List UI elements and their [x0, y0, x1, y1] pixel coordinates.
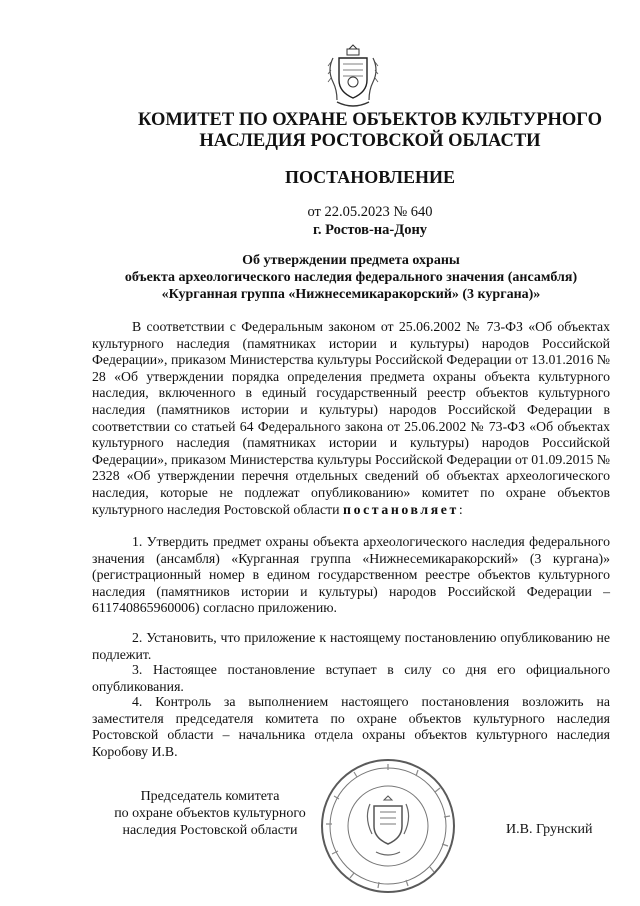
signatory-position-line2: по охране объектов культурного — [114, 806, 306, 821]
organization-name-line2: НАСЛЕДИЯ РОСТОВСКОЙ ОБЛАСТИ — [199, 131, 541, 151]
document-city: г. Ростов-на-Дону — [312, 222, 428, 238]
subject-line3: «Курганная группа «Нижнесемикаракорский» (3 кургана)» — [161, 287, 541, 302]
subject-line1: Об утверждении предмета охраны — [242, 253, 460, 268]
decree-item-3: 3. Настоящее постановление вступает в силу со дня его официального опубликования. — [92, 662, 610, 694]
decree-item-1: 1. Утвердить предмет охраны объекта археологического наследия федерального значения (ансамбля) «Курганная группа «Нижнесемикаракорский» (3 кургана)» (регистрационный номер в едином государственном реестре объектов культурного наследия (памятников истории и культуры) народов Российской Федерации – 611740865960006) согласно приложению. — [92, 534, 610, 616]
document-date-number: от 22.05.2023 № 640 — [307, 204, 433, 220]
document-type: ПОСТАНОВЛЕНИЕ — [284, 167, 456, 187]
organization-name — [120, 110, 620, 152]
decree-colon: : — [458, 501, 463, 517]
signatory-position-line3: наследия Ростовской области — [122, 823, 298, 838]
preamble-paragraph — [92, 319, 610, 518]
signatory-position-line1: Председатель комитета — [140, 789, 280, 804]
document-subject — [92, 252, 610, 303]
official-seal-icon — [318, 756, 458, 896]
signatory-position — [100, 788, 320, 839]
preamble-text: В соответствии с Федеральным законом от 25.06.2002 № 73-ФЗ «Об объектах культурного наследия (памятниках истории и культуры) народов Российской Федерации», приказом Министерства культуры Российской Федерации от 13.01.2016 № 28 «Об утверждении порядка определения предмета охраны объекта культурного наследия, включенного в единый государственный реестр объектов культурного наследия (памятников истории и культуры) народов Российской Федерации в соответствии со статьей 64 Федерального закона от 25.06.2002 № 73-ФЗ «Об объектах культурного наследия (памятниках истории и культуры) народов Российской Федерации», приказом Министерства культуры Российской Федерации от 01.09.2015 № 2328 «Об утверждении перечня отдельных сведений об объектах археологического наследия, которые не подлежат опубликованию» комитет по охране объектов культурного наследия Ростовской области — [92, 319, 610, 517]
decree-item-2: 2. Установить, что приложение к настоящему постановлению опубликованию не подлежит. — [92, 630, 610, 662]
decree-word: постановляет — [343, 501, 459, 517]
signatory-name: И.В. Грунский — [506, 822, 593, 837]
coat-of-arms-icon — [325, 42, 381, 110]
decree-item-4: 4. Контроль за выполнением настоящего постановления возложить на заместителя председателя комитета по охране объектов культурного наследия Ростовской области – начальника отдела охраны объектов культурного наследия Коробову И.В. — [92, 694, 610, 759]
organization-name-line1: КОМИТЕТ ПО ОХРАНЕ ОБЪЕКТОВ КУЛЬТУРНОГО — [138, 110, 602, 130]
subject-line2: объекта археологического наследия федерального значения (ансамбля) — [124, 270, 578, 285]
